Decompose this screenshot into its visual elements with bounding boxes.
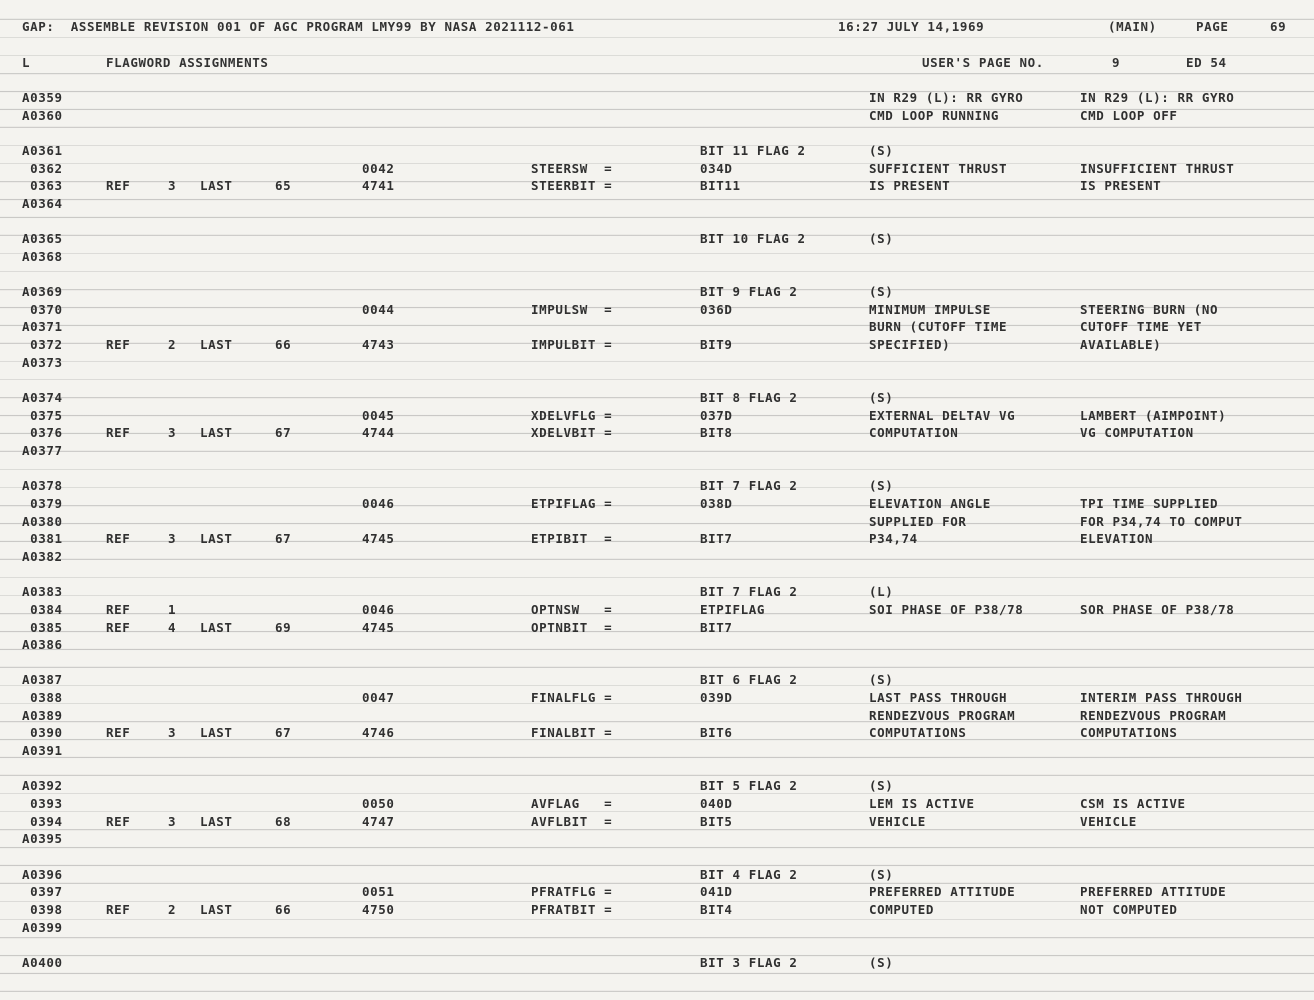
ref-marker: REF <box>106 901 131 917</box>
operand: BIT8 <box>700 425 733 441</box>
line-number: A0395 <box>22 831 63 847</box>
clear-meaning: NOT COMPUTED <box>1080 901 1178 917</box>
line-number: 0398 <box>22 901 63 917</box>
line-number: A0365 <box>22 231 63 247</box>
clear-meaning: LAMBERT (AIMPOINT) <box>1080 407 1227 423</box>
listing-row <box>0 160 1314 178</box>
clear-meaning: RENDEZVOUS PROGRAM <box>1080 707 1227 723</box>
clear-meaning: CUTOFF TIME YET <box>1080 319 1202 335</box>
listing-row <box>0 795 1314 813</box>
listing-row <box>0 336 1314 354</box>
symbol-label: ETPIFLAG = <box>531 495 613 511</box>
listing-row <box>0 407 1314 425</box>
operand: BIT 5 FLAG 2 <box>700 778 798 794</box>
clear-meaning: VG COMPUTATION <box>1080 425 1194 441</box>
line-number: 0381 <box>22 531 63 547</box>
clear-meaning: PREFERRED ATTITUDE <box>1080 884 1227 900</box>
clear-meaning: IS PRESENT <box>1080 178 1162 194</box>
operand: BIT 8 FLAG 2 <box>700 390 798 405</box>
operand: BIT 6 FLAG 2 <box>700 672 798 688</box>
set-meaning: (S) <box>869 866 894 882</box>
listing-row <box>0 707 1314 725</box>
last-marker: LAST <box>200 901 233 917</box>
set-meaning: (L) <box>869 584 894 600</box>
listing-row <box>0 442 1314 460</box>
line-number: A0386 <box>22 637 63 653</box>
line-number: A0368 <box>22 248 63 264</box>
symbol-label: AVFLBIT = <box>531 813 613 829</box>
set-meaning: SPECIFIED) <box>869 337 951 353</box>
last-page: 65 <box>275 178 292 194</box>
ref-marker: REF <box>106 813 131 829</box>
listing-row <box>0 919 1314 937</box>
last-page: 67 <box>275 425 292 441</box>
line-number: A0371 <box>22 319 63 335</box>
assembly-timestamp: 16:27 JULY 14,1969 <box>838 19 985 34</box>
operand: 040D <box>700 796 733 811</box>
set-meaning: (S) <box>869 778 894 794</box>
ref-marker: REF <box>106 425 131 441</box>
octal-value: 0045 <box>362 407 395 423</box>
operand: BIT11 <box>700 178 741 194</box>
listing-row <box>0 230 1314 248</box>
listing-row <box>0 619 1314 637</box>
operand: BIT9 <box>700 337 733 353</box>
listing-row <box>0 460 1314 478</box>
line-number: A0360 <box>22 107 63 123</box>
listing-row <box>0 601 1314 619</box>
octal-value: 0042 <box>362 160 395 176</box>
clear-meaning: ELEVATION <box>1080 531 1154 547</box>
operand: BIT 10 FLAG 2 <box>700 231 806 247</box>
symbol-label: ETPIBIT = <box>531 531 613 547</box>
clear-meaning: CMD LOOP OFF <box>1080 107 1178 123</box>
octal-value: 0046 <box>362 601 395 617</box>
last-marker: LAST <box>200 425 233 441</box>
listing-row <box>0 689 1314 707</box>
listing-row <box>0 142 1314 160</box>
set-meaning: COMPUTATION <box>869 425 959 441</box>
line-number: 0397 <box>22 884 63 900</box>
listing-row <box>0 566 1314 584</box>
ref-marker: REF <box>106 337 131 353</box>
line-number: A0377 <box>22 443 63 458</box>
set-meaning: VEHICLE <box>869 813 926 829</box>
clear-meaning: FOR P34,74 TO COMPUT <box>1080 513 1243 529</box>
clear-meaning: TPI TIME SUPPLIED <box>1080 495 1219 511</box>
listing-header <box>0 19 1314 37</box>
operand: BIT7 <box>700 531 733 547</box>
last-marker: LAST <box>200 813 233 829</box>
set-meaning: SOI PHASE OF P38/78 <box>869 601 1024 617</box>
line-number: 0372 <box>22 337 63 353</box>
listing-row <box>0 583 1314 601</box>
set-meaning: COMPUTATIONS <box>869 725 967 741</box>
ref-marker: REF <box>106 531 131 547</box>
listing-row <box>0 636 1314 654</box>
set-meaning: BURN (CUTOFF TIME <box>869 319 1008 335</box>
operand: 037D <box>700 407 733 423</box>
ref-marker: REF <box>106 178 131 194</box>
set-meaning: EXTERNAL DELTAV VG <box>869 407 1016 423</box>
ref-count: 3 <box>168 813 177 829</box>
listing-row <box>0 671 1314 689</box>
listing-row <box>0 266 1314 284</box>
listing-row <box>0 195 1314 213</box>
line-number: A0396 <box>22 866 63 882</box>
last-page: 66 <box>275 901 292 917</box>
line-number: 0394 <box>22 813 63 829</box>
operand: 034D <box>700 160 733 176</box>
listing-row <box>0 866 1314 884</box>
octal-value: 4745 <box>362 531 395 547</box>
operand: BIT5 <box>700 813 733 829</box>
last-page: 67 <box>275 531 292 547</box>
listing-row <box>0 830 1314 848</box>
listing-row <box>0 883 1314 901</box>
set-meaning: LEM IS ACTIVE <box>869 796 975 811</box>
octal-value: 4743 <box>362 337 395 353</box>
listing-row <box>0 371 1314 389</box>
ref-marker: REF <box>106 619 131 635</box>
symbol-label: AVFLAG = <box>531 796 613 811</box>
line-number: A0383 <box>22 584 63 600</box>
symbol-label: STEERBIT = <box>531 178 613 194</box>
symbol-label: XDELVFLG = <box>531 407 613 423</box>
listing-row <box>0 495 1314 513</box>
set-meaning: CMD LOOP RUNNING <box>869 107 1000 123</box>
octal-value: 4750 <box>362 901 395 917</box>
operand: BIT 7 FLAG 2 <box>700 584 798 600</box>
ref-count: 1 <box>168 601 177 617</box>
set-meaning: SUPPLIED FOR <box>869 513 967 529</box>
set-meaning: RENDEZVOUS PROGRAM <box>869 707 1016 723</box>
listing-row <box>0 513 1314 531</box>
octal-value: 4746 <box>362 725 395 741</box>
octal-value: 0046 <box>362 495 395 511</box>
listing-row <box>0 760 1314 778</box>
listing-row <box>0 213 1314 231</box>
listing-row <box>0 318 1314 336</box>
last-marker: LAST <box>200 337 233 353</box>
line-number: 0390 <box>22 725 63 741</box>
last-marker: LAST <box>200 178 233 194</box>
line-number: A0391 <box>22 743 63 758</box>
line-number: A0387 <box>22 672 63 688</box>
line-number: A0389 <box>22 707 63 723</box>
set-meaning: (S) <box>869 284 894 300</box>
listing-row <box>0 124 1314 142</box>
last-page: 66 <box>275 337 292 353</box>
section-title: FLAGWORD ASSIGNMENTS <box>106 55 269 70</box>
operand: BIT4 <box>700 901 733 917</box>
set-meaning: (S) <box>869 231 894 247</box>
last-marker: LAST <box>200 619 233 635</box>
set-meaning: LAST PASS THROUGH <box>869 690 1008 706</box>
symbol-label: STEERSW = <box>531 160 613 176</box>
line-number: 0388 <box>22 690 63 706</box>
symbol-label: IMPULBIT = <box>531 337 613 353</box>
line-number: 0379 <box>22 495 63 511</box>
clear-meaning: INSUFFICIENT THRUST <box>1080 160 1235 176</box>
listing-row <box>0 177 1314 195</box>
operand: BIT 9 FLAG 2 <box>700 284 798 300</box>
last-page: 67 <box>275 725 292 741</box>
symbol-label: IMPULSW = <box>531 301 613 317</box>
set-meaning: PREFERRED ATTITUDE <box>869 884 1016 900</box>
listing-row <box>0 901 1314 919</box>
line-number: A0380 <box>22 513 63 529</box>
line-number: A0373 <box>22 354 63 370</box>
octal-value: 0050 <box>362 796 395 811</box>
operand: BIT6 <box>700 725 733 741</box>
symbol-label: XDELVBIT = <box>531 425 613 441</box>
last-page: 68 <box>275 813 292 829</box>
page-label: PAGE <box>1196 19 1229 34</box>
listing-subheader <box>0 55 1314 73</box>
listing-row <box>0 724 1314 742</box>
operand: 038D <box>700 495 733 511</box>
listing-row <box>0 389 1314 407</box>
line-number: A0382 <box>22 548 63 564</box>
operand: BIT7 <box>700 619 733 635</box>
listing-row <box>0 936 1314 954</box>
ref-marker: REF <box>106 725 131 741</box>
ref-count: 2 <box>168 901 177 917</box>
octal-value: 4747 <box>362 813 395 829</box>
listing-row <box>0 742 1314 760</box>
log-section-main: (MAIN) <box>1108 19 1157 34</box>
ref-count: 3 <box>168 178 177 194</box>
set-meaning: ELEVATION ANGLE <box>869 495 991 511</box>
operand: 036D <box>700 301 733 317</box>
listing-row <box>0 301 1314 319</box>
last-marker: LAST <box>200 725 233 741</box>
line-number: A0359 <box>22 90 63 105</box>
set-meaning: (S) <box>869 390 894 405</box>
octal-value: 0044 <box>362 301 395 317</box>
set-meaning: P34,74 <box>869 531 918 547</box>
line-number: A0361 <box>22 142 63 158</box>
set-meaning: (S) <box>869 672 894 688</box>
set-meaning: (S) <box>869 142 894 158</box>
line-number: 0376 <box>22 425 63 441</box>
line-number: 0363 <box>22 178 63 194</box>
listing-row <box>0 654 1314 672</box>
clear-meaning: STEERING BURN (NO <box>1080 301 1219 317</box>
line-number: A0392 <box>22 778 63 794</box>
line-number: A0399 <box>22 919 63 935</box>
clear-meaning: COMPUTATIONS <box>1080 725 1178 741</box>
ref-count: 4 <box>168 619 177 635</box>
listing-row <box>0 848 1314 866</box>
log-section-letter: L <box>22 55 31 70</box>
listing-row <box>0 424 1314 442</box>
octal-value: 0051 <box>362 884 395 900</box>
ref-marker: REF <box>106 601 131 617</box>
listing-row <box>0 89 1314 107</box>
line-number: 0370 <box>22 301 63 317</box>
ref-count: 3 <box>168 725 177 741</box>
listing-row <box>0 477 1314 495</box>
set-meaning: SUFFICIENT THRUST <box>869 160 1008 176</box>
last-marker: LAST <box>200 531 233 547</box>
clear-meaning: CSM IS ACTIVE <box>1080 796 1186 811</box>
clear-meaning: SOR PHASE OF P38/78 <box>1080 601 1235 617</box>
line-number: 0375 <box>22 407 63 423</box>
symbol-label: PFRATFLG = <box>531 884 613 900</box>
symbol-label: PFRATBIT = <box>531 901 613 917</box>
clear-meaning: VEHICLE <box>1080 813 1137 829</box>
assembly-title: GAP: ASSEMBLE REVISION 001 OF AGC PROGRAM LMY99 BY NASA 2021112-061 <box>22 19 575 34</box>
line-number: A0364 <box>22 195 63 211</box>
listing-row <box>0 954 1314 972</box>
clear-meaning: INTERIM PASS THROUGH <box>1080 690 1243 706</box>
edition-label: ED 54 <box>1186 55 1227 70</box>
last-page: 69 <box>275 619 292 635</box>
octal-value: 4741 <box>362 178 395 194</box>
line-number: A0400 <box>22 954 63 970</box>
line-number: 0384 <box>22 601 63 617</box>
operand: ETPIFLAG <box>700 601 766 617</box>
listing-row <box>0 548 1314 566</box>
listing-row <box>0 777 1314 795</box>
users-page-number: 9 <box>1112 55 1121 70</box>
line-number: A0378 <box>22 478 63 494</box>
set-meaning: (S) <box>869 954 894 970</box>
operand: BIT 7 FLAG 2 <box>700 478 798 494</box>
symbol-label: FINALBIT = <box>531 725 613 741</box>
listing-row <box>0 530 1314 548</box>
set-meaning: IS PRESENT <box>869 178 951 194</box>
ref-count: 3 <box>168 425 177 441</box>
symbol-label: FINALFLG = <box>531 690 613 706</box>
line-number: A0369 <box>22 284 63 300</box>
listing-row <box>0 813 1314 831</box>
operand: BIT 4 FLAG 2 <box>700 866 798 882</box>
symbol-label: OPTNBIT = <box>531 619 613 635</box>
listing-row <box>0 248 1314 266</box>
set-meaning: (S) <box>869 478 894 494</box>
operand: BIT 11 FLAG 2 <box>700 142 806 158</box>
operand: 039D <box>700 690 733 706</box>
set-meaning: MINIMUM IMPULSE <box>869 301 991 317</box>
octal-value: 4744 <box>362 425 395 441</box>
symbol-label: OPTNSW = <box>531 601 613 617</box>
set-meaning: COMPUTED <box>869 901 935 917</box>
clear-meaning: AVAILABLE) <box>1080 337 1162 353</box>
line-number: 0385 <box>22 619 63 635</box>
set-meaning: IN R29 (L): RR GYRO <box>869 90 1024 105</box>
operand: BIT 3 FLAG 2 <box>700 954 798 970</box>
octal-value: 0047 <box>362 690 395 706</box>
listing-row <box>0 354 1314 372</box>
ref-count: 2 <box>168 337 177 353</box>
line-number: 0362 <box>22 160 63 176</box>
listing-row <box>0 107 1314 125</box>
clear-meaning: IN R29 (L): RR GYRO <box>1080 90 1235 105</box>
ref-count: 3 <box>168 531 177 547</box>
listing-row <box>0 283 1314 301</box>
line-number: 0393 <box>22 796 63 811</box>
page-number: 69 <box>1270 19 1287 34</box>
line-number: A0374 <box>22 390 63 405</box>
operand: 041D <box>700 884 733 900</box>
users-page-label: USER'S PAGE NO. <box>922 55 1044 70</box>
octal-value: 4745 <box>362 619 395 635</box>
